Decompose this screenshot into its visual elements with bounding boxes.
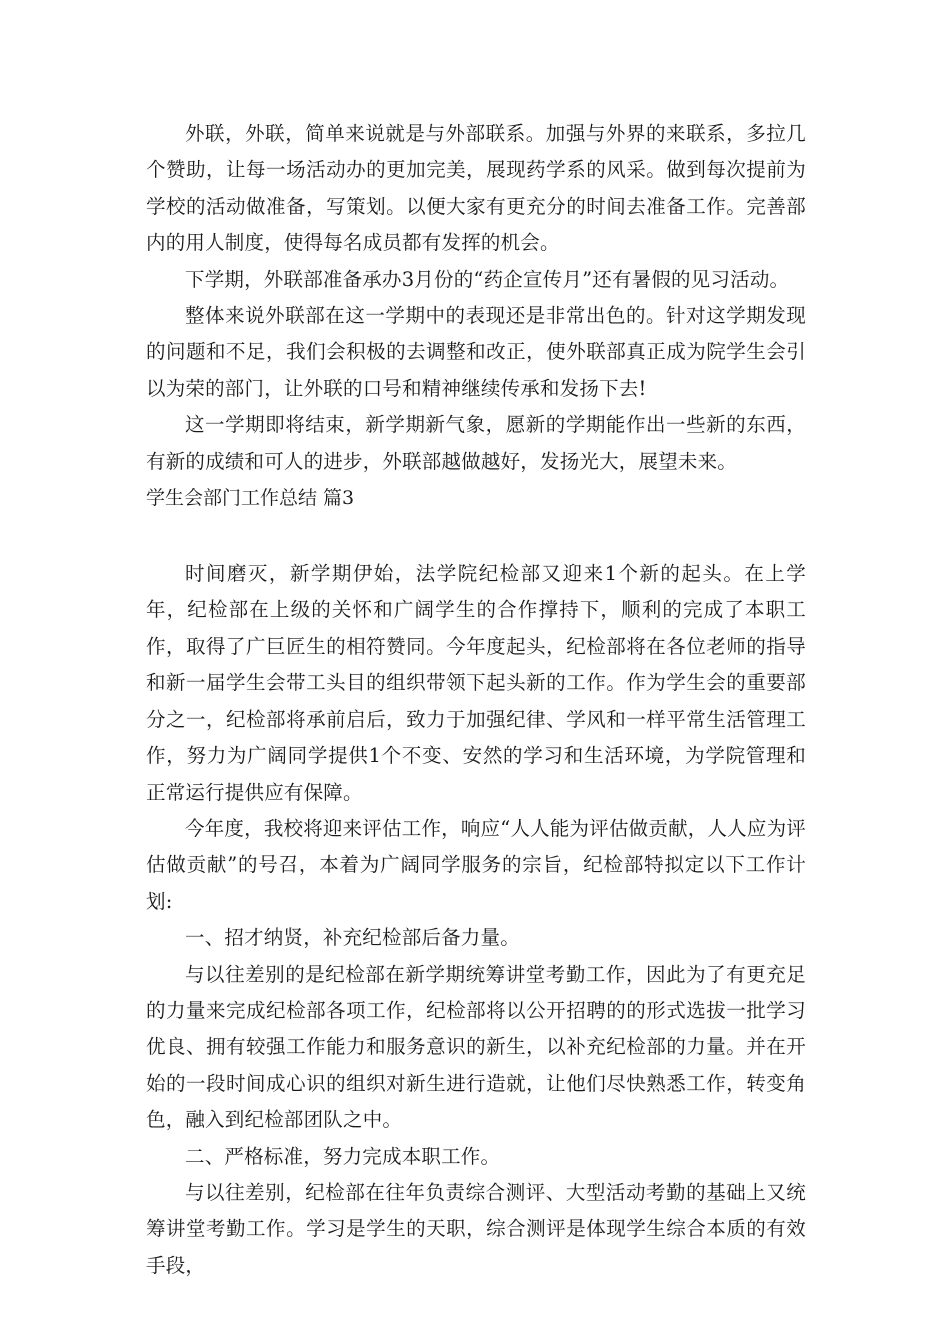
- section-heading: 学生会部门工作总结 篇3: [146, 487, 355, 510]
- paragraph-recruit-detail: 与以往差别的是纪检部在新学期统筹讲堂考勤工作，因此为了有更充足的力量来完成纪检部各项工作，纪检部将以公开招聘的的形式选拔一批学习优良、拥有较强工作能力和服务意识的新生，以补充纪检部的力量。并在开始的一段时间成心识的组织对新生进行造就，让他们尽快熟悉工作，转变角色，融入到纪检部团队之中。: [146, 962, 806, 1132]
- list-item-standards: 二、严格标准，努力完成本职工作。: [185, 1144, 501, 1168]
- paragraph-next-semester: 下学期，外联部准备承办3月份的“药企宣传月”还有暑假的见习活动。: [185, 267, 790, 291]
- paragraph-evaluation-plan: 今年度，我校将迎来评估工作，响应“人人能为评估做贡献，人人应为评估做贡献”的号召，本着为广阔同学服务的宗旨，纪检部特拟定以下工作计划:: [146, 816, 806, 913]
- document-page: [146, 116, 806, 1284]
- paragraph-standards-detail: 与以往差别，纪检部在往年负责综合测评、大型活动考勤的基础上又统筹讲堂考勤工作。学习是学生的天职，综合测评是体现学生综合本质的有效手段，: [146, 1180, 806, 1277]
- paragraph-new-semester: 时间磨灭，新学期伊始，法学院纪检部又迎来1个新的起头。在上学年，纪检部在上级的关怀和广阔学生的合作撑持下，顺利的完成了本职工作，取得了广巨匠生的相符赞同。今年度起头，纪检部将在各位老师的指导和新一届学生会带工头目的组织带领下起头新的工作。作为学生会的重要部分之一，纪检部将承前启后，致力于加强纪律、学风和一样平常生活管理工作，努力为广阔同学提供1个不变、安然的学习和生活环境，为学院管理和正常运行提供应有保障。: [146, 562, 806, 804]
- list-item-recruit: 一、招才纳贤，补充纪检部后备力量。: [185, 926, 520, 950]
- paragraph-overall-review: 整体来说外联部在这一学期中的表现还是非常出色的。针对这学期发现的问题和不足，我们会积极的去调整和改正，使外联部真正成为院学生会引以为荣的部门，让外联的口号和精神继续传承和发扬下去!: [146, 304, 806, 400]
- paragraph-outreach-summary: 外联，外联，简单来说就是与外部联系。加强与外界的来联系，多拉几个赞助，让每一场活动办的更加完美，展现药学系的风采。做到每次提前为学校的活动做准备，写策划。以便大家有更充分的时间去准备工作。完善部内的用人制度，使得每名成员都有发挥的机会。: [146, 122, 806, 255]
- paragraph-semester-end: 这一学期即将结束，新学期新气象，愿新的学期能作出一些新的东西，有新的成绩和可人的进步，外联部越做越好，发扬光大，展望未来。: [146, 413, 806, 473]
